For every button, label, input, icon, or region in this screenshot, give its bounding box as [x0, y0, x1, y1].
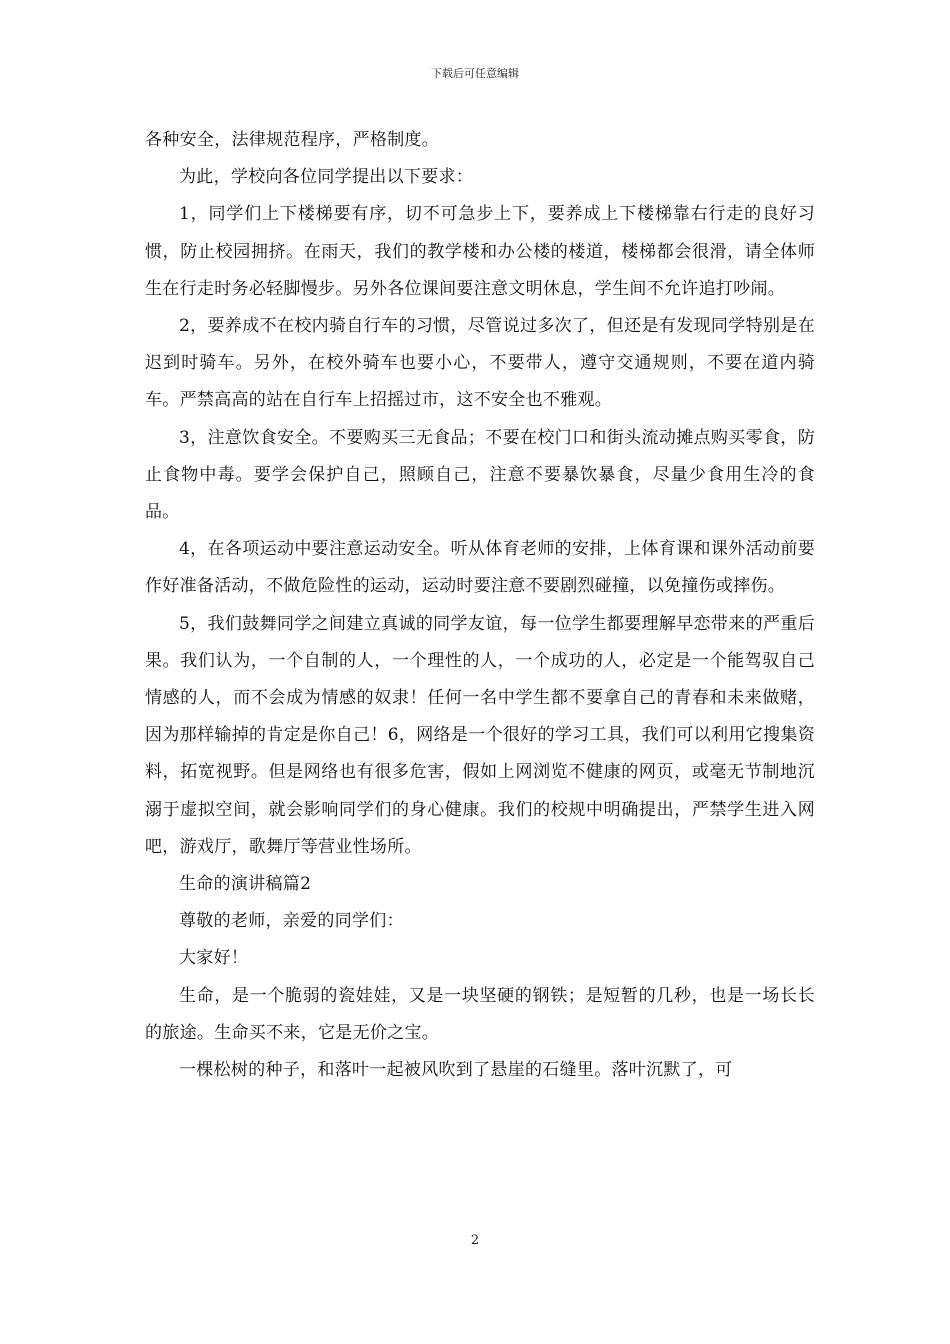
- page-header: 下载后可任意编辑: [431, 67, 519, 80]
- paragraph: 生命，是一个脆弱的瓷娃娃，又是一块坚硬的钢铁；是短暂的几秒，也是一场长长的旅途。生命买不来，它是无价之宝。: [145, 985, 815, 1043]
- paragraph: 3，注意饮食安全。不要购买三无食品；不要在校门口和街头流动摊点购买零食，防止食物中毒。要学会保护自己，照顾自己，注意不要暴饮暴食，尽量少食用生冷的食品。: [145, 427, 815, 523]
- paragraph: 各种安全，法律规范程序，严格制度。: [145, 130, 440, 150]
- paragraph: 4，在各项运动中要注意运动安全。听从体育老师的安排，上体育课和课外活动前要作好准备活动，不做危险性的运动，运动时要注意不要剧烈碰撞，以免撞伤或摔伤。: [145, 539, 815, 597]
- paragraph: 5，我们鼓舞同学之间建立真诚的同学友谊，每一位学生都要理解早恋带来的严重后果。我们认为，一个自制的人，一个理性的人，一个成功的人，必定是一个能驾驭自己情感的人，而不会成为情感的奴隶！任何一名中学生都不要拿自己的青春和未来做赌，因为那样输掉的肯定是你自己！6，网络是一个很好的学习工具，我们可以利用它搜集资料，拓宽视野。但是网络也有很多危害，假如上网浏览不健康的网页，或毫无节制地沉溺于虚拟空间，就会影响同学们的身心健康。我们的校规中明确提出，严禁学生进入网吧，游戏厅，歌舞厅等营业性场所。: [145, 613, 815, 857]
- paragraph: 为此，学校向各位同学提出以下要求：: [179, 167, 474, 188]
- paragraph: 1，同学们上下楼梯要有序，切不可急步上下，要养成上下楼梯靠右行走的良好习惯，防止校园拥挤。在雨天，我们的教学楼和办公楼的楼道，楼梯都会很滑，请全体师生在行走时务必轻脚慢步。另外各位课间要注意文明休息，学生间不允许追打吵闹。: [145, 204, 815, 299]
- document-body: [145, 122, 815, 1089]
- greeting: 大家好！: [179, 948, 249, 969]
- page-number: 2: [470, 1233, 480, 1248]
- section-title: 生命的演讲稿篇2: [179, 874, 312, 895]
- paragraph: 一棵松树的种子，和落叶一起被风吹到了悬崖的石缝里。落叶沉默了，可: [179, 1060, 733, 1081]
- paragraph: 2，要养成不在校内骑自行车的习惯，尽管说过多次了，但还是有发现同学特别是在迟到时骑车。另外，在校外骑车也要小心，不要带人，遵守交通规则，不要在道内骑车。严禁高高的站在自行车上招摇过市，这不安全也不雅观。: [145, 316, 815, 411]
- salutation: 尊敬的老师，亲爱的同学们：: [179, 911, 404, 932]
